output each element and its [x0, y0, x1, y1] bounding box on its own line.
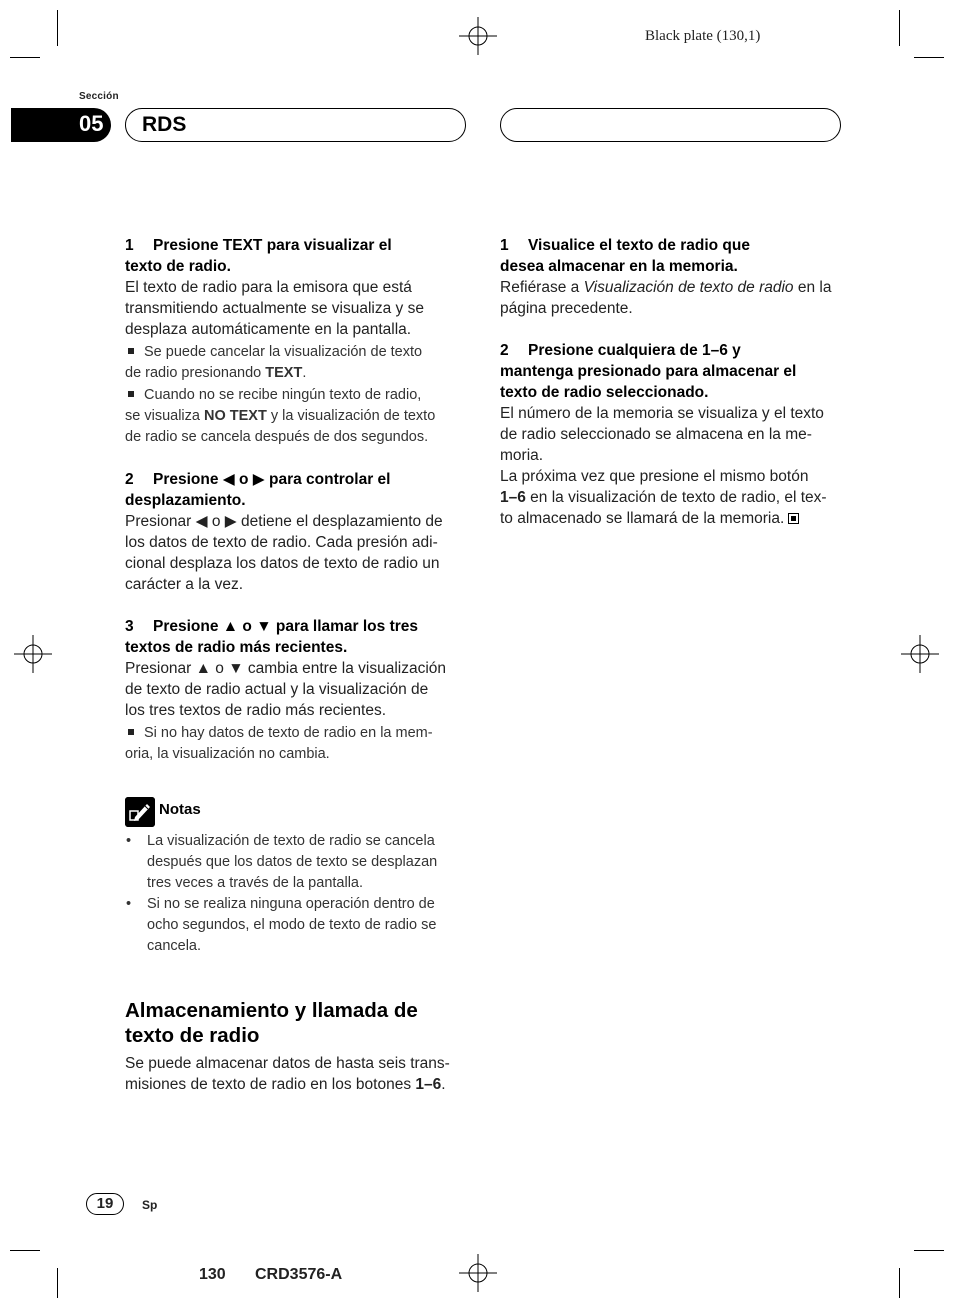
right-step-2-body-line: to almacenado se llamará de la memoria. — [500, 508, 850, 529]
step-3-body-line: los tres textos de radio más recientes. — [125, 702, 387, 719]
step-2-body-line: cional desplaza los datos de texto de radio un — [125, 555, 440, 572]
crop-mark — [10, 1250, 40, 1251]
step-2-body-line: los datos de texto de radio. Cada presión adi- — [125, 534, 438, 551]
crop-mark — [914, 57, 944, 58]
step-3-bullet-cont: oria, la visualización no cambia. — [125, 746, 330, 762]
step-2-body-line: carácter a la vez. — [125, 576, 244, 593]
crop-mark — [57, 10, 58, 46]
step-3-bullet: Si no hay datos de texto de radio en la mem- — [125, 723, 470, 744]
registration-mark-icon — [459, 17, 497, 55]
right-step-1-title: 1 Visualice el texto de radio que — [500, 237, 750, 254]
end-mark-icon — [788, 513, 799, 524]
step-2-title: 2 Presione ◀ o ▶ para controlar el — [125, 471, 391, 488]
note-item: • Si no se realiza ninguna operación dentro de ocho segundos, el modo de texto de radio se cancela. — [126, 896, 437, 954]
step-2-body-line: Presionar ◀ o ▶ detiene el desplazamiento de — [125, 513, 443, 530]
note-item: • La visualización de texto de radio se cancela después que los datos de texto se desplazan tres veces a través de la pantalla. — [126, 833, 438, 891]
bullet-dot: • — [126, 833, 132, 849]
step-1-body-line: desplaza automáticamente en la pantalla. — [125, 321, 412, 338]
step-1-bullet-1: Se puede cancelar la visualización de texto — [125, 342, 470, 363]
right-step-1-body: Refiérase a Visualización de texto de radio en la — [500, 279, 832, 296]
right-step-2-body-line: 1–6 en la visualización de texto de radio, el tex- — [500, 489, 827, 506]
right-step-2-body-line: La próxima vez que presione el mismo botón — [500, 468, 809, 485]
plate-label: Black plate (130,1) — [645, 28, 761, 44]
registration-mark-icon — [901, 635, 939, 673]
notes-label: Notas — [159, 801, 201, 818]
step-number: 3 — [125, 618, 134, 635]
right-step-2-body-line: de radio seleccionado se almacena en la me- — [500, 426, 812, 443]
empty-title-frame — [500, 108, 841, 142]
square-bullet-icon — [128, 391, 134, 397]
plate-number: 130 — [199, 1266, 226, 1283]
registration-mark-icon — [14, 635, 52, 673]
crop-mark — [914, 1250, 944, 1251]
step-number: 2 — [125, 471, 134, 488]
crop-mark — [899, 1268, 900, 1298]
square-bullet-icon — [128, 348, 134, 354]
language-code: Sp — [142, 1198, 158, 1212]
section-label: Sección — [79, 91, 119, 102]
step-1-title: 1 Presione TEXT para visualizar el — [125, 237, 392, 254]
crop-mark — [10, 57, 40, 58]
step-1-body-line: transmitiendo actualmente se visualiza y se — [125, 300, 424, 317]
step-3-body-line: Presionar ▲ o ▼ cambia entre la visualización — [125, 660, 447, 677]
right-step-2-title-cont: mantenga presionado para almacenar el — [500, 363, 797, 380]
step-1-title-cont: texto de radio. — [125, 258, 231, 275]
model-number: CRD3576-A — [255, 1266, 343, 1283]
right-step-2-body-line: El número de la memoria se visualiza y el texto — [500, 405, 824, 422]
step-2-title-cont: desplazamiento. — [125, 492, 246, 509]
right-step-1-title-cont: desea almacenar en la memoria. — [500, 258, 738, 275]
left-column — [125, 235, 470, 765]
section-heading: Almacenamiento y llamada de texto de radio — [125, 999, 418, 1047]
step-1-bullet-2-cont: de radio se cancela después de dos segundos. — [125, 429, 429, 445]
notes-list — [125, 831, 470, 957]
step-3-title: 3 Presione ▲ o ▼ para llamar los tres — [125, 618, 419, 635]
crop-mark — [899, 10, 900, 46]
section-title: RDS — [142, 113, 187, 136]
crop-mark — [57, 1268, 58, 1298]
right-step-1-body-cont: página precedente. — [500, 300, 633, 317]
step-1-bullet-2-cont: se visualiza NO TEXT y la visualización de texto — [125, 408, 436, 424]
step-number: 1 — [125, 237, 134, 254]
registration-mark-icon — [459, 1254, 497, 1292]
step-3-title-cont: textos de radio más recientes. — [125, 639, 348, 656]
section-number: 05 — [79, 111, 104, 136]
square-bullet-icon — [128, 729, 134, 735]
step-1-bullet-1-cont: de radio presionando TEXT. — [125, 365, 307, 381]
right-step-2-title-cont: texto de radio seleccionado. — [500, 384, 709, 401]
section-body: Se puede almacenar datos de hasta seis trans- misiones de texto de radio en los botones 1–6. — [125, 1055, 450, 1093]
step-number: 2 — [500, 342, 509, 359]
step-3-body-line: de texto de radio actual y la visualización de — [125, 681, 429, 698]
pencil-note-icon — [125, 797, 155, 827]
step-1-body-line: El texto de radio para la emisora que está — [125, 279, 412, 296]
right-step-2-body-line: moria. — [500, 447, 544, 464]
page-number: 19 — [86, 1193, 124, 1215]
bullet-dot: • — [126, 896, 132, 912]
step-1-bullet-2: Cuando no se recibe ningún texto de radio, — [125, 385, 470, 406]
right-column — [500, 235, 850, 529]
right-step-2-title: 2 Presione cualquiera de 1–6 y — [500, 342, 741, 359]
step-number: 1 — [500, 237, 509, 254]
